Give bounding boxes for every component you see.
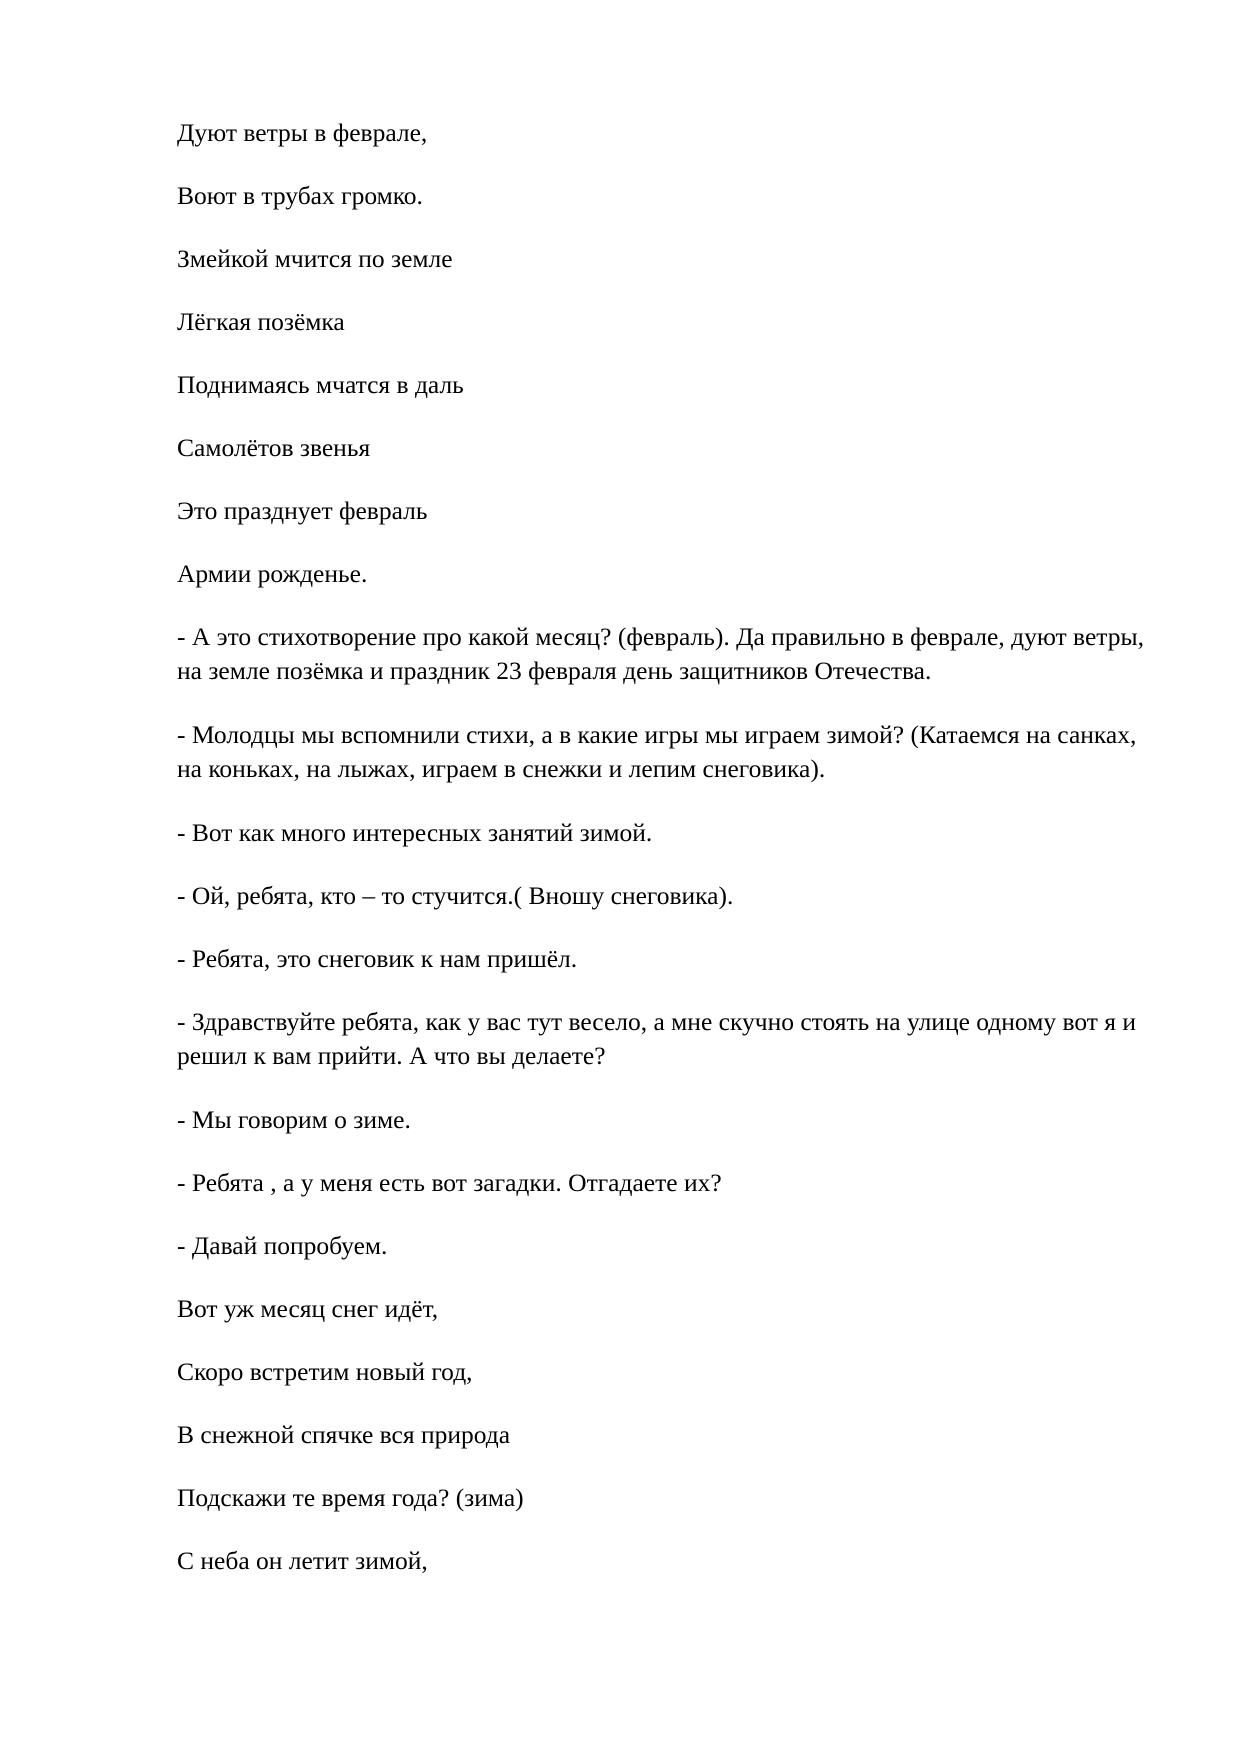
document-body	[177, 116, 1157, 1607]
paragraph: Скоро встретим новый год,	[177, 1357, 473, 1386]
paragraph: Лёгкая позёмка	[177, 307, 345, 336]
paragraph: - А это стихотворение про какой месяц? (февраль). Да правильно в феврале, дуют ветры, на земле позёмка и праздник 23 февраля день защитников Отечества.	[177, 622, 1144, 685]
paragraph: - Ой, ребята, кто – то стучится.( Вношу снеговика).	[177, 881, 734, 910]
paragraph: Дуют ветры в феврале,	[177, 118, 428, 147]
paragraph: - Ребята, это снеговик к нам пришёл.	[177, 944, 578, 973]
paragraph: В снежной спячке вся природа	[177, 1420, 511, 1449]
paragraph: - Вот как много интересных занятий зимой.	[177, 818, 653, 847]
paragraph: Это празднует февраль	[177, 496, 428, 525]
paragraph: - Мы говорим о зиме.	[177, 1105, 411, 1134]
paragraph: - Ребята , а у меня есть вот загадки. Отгадаете их?	[177, 1168, 722, 1197]
paragraph: Вот уж месяц снег идёт,	[177, 1294, 439, 1323]
paragraph: - Молодцы мы вспомнили стихи, а в какие игры мы играем зимой? (Катаемся на санках, на коньках, на лыжах, играем в снежки и лепим снеговика).	[177, 720, 1137, 783]
paragraph: Подскажи те время года? (зима)	[177, 1483, 524, 1512]
paragraph: Армии рожденье.	[177, 559, 368, 588]
paragraph: - Здравствуйте ребята, как у вас тут весело, а мне скучно стоять на улице одному вот я и решил к вам прийти. А что вы делаете?	[177, 1007, 1137, 1070]
paragraph: С неба он летит зимой,	[177, 1546, 428, 1575]
paragraph: Воют в трубах громко.	[177, 181, 423, 210]
paragraph: Самолётов звенья	[177, 433, 371, 462]
paragraph: - Давай попробуем.	[177, 1231, 388, 1260]
paragraph: Змейкой мчится по земле	[177, 244, 453, 273]
paragraph: Поднимаясь мчатся в даль	[177, 370, 464, 399]
